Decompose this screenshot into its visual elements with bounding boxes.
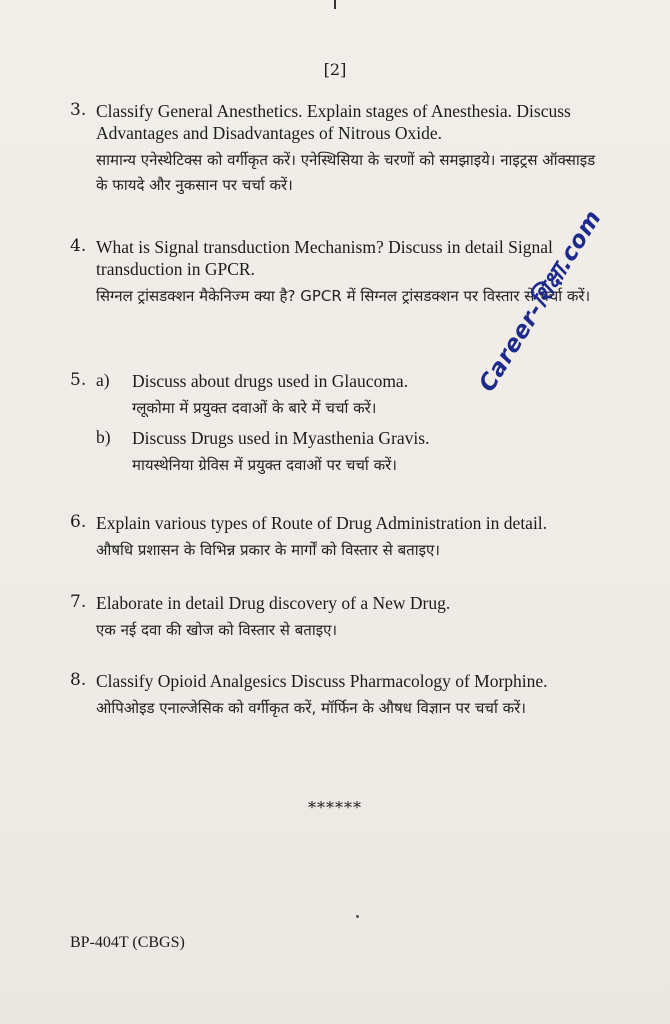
question-number: 3. [70,100,87,120]
question-hindi: मायस्थेनिया ग्रेविस में प्रयुक्त दवाओं पर चर्चा करें। [132,456,397,474]
top-edge-mark [334,0,336,9]
question-english: Discuss Drugs used in Myasthenia Gravis. [132,428,430,448]
question-hindi: सिग्नल ट्रांसडक्शन मैकेनिज्म क्या है? GPCR में सिग्नल ट्रांसडक्शन पर विस्तार से चर्चा करें। [96,287,591,305]
question-hindi: एक नई दवा की खोज को विस्तार से बताइए। [96,621,338,639]
question-hindi: ओपिओइड एनाल्जेसिक को वर्गीकृत करें, मॉर्फिन के औषध विज्ञान पर चर्चा करें। [96,699,526,717]
end-marker: ****** [308,798,362,817]
sub-question-label: a) [96,370,110,390]
question-hindi: ग्लूकोमा में प्रयुक्त दवाओं के बारे में चर्चा करें। [132,399,377,417]
question-english: Elaborate in detail Drug discovery of a New Drug. [96,593,451,613]
question-english: Classify General Anesthetics. Explain stages of Anesthesia. Discuss Advantages and Disadvantages of Nitrous Oxide. [96,101,571,143]
question-hindi: औषधि प्रशासन के विभिन्न प्रकार के मार्गों को विस्तार से बताइए। [96,541,440,559]
question-8 [70,670,630,721]
question-6 [70,512,630,563]
page-number: [2] [323,60,347,79]
question-5a [96,370,596,421]
question-english: Classify Opioid Analgesics Discuss Pharmacology of Morphine. [96,671,548,691]
question-number: 8. [70,670,87,690]
paper-code: BP-404T (CBGS) [70,934,185,951]
question-5b [96,427,596,478]
question-5 [70,370,630,478]
question-number: 6. [70,512,87,532]
question-english: Discuss about drugs used in Glaucoma. [132,371,409,391]
sub-question-label: b) [96,427,111,447]
question-hindi: सामान्य एनेस्थेटिक्स को वर्गीकृत करें। एनेस्थिसिया के चरणों को समझाइये। नाइट्रस ऑक्साइड के फायदे और नुकसान पर चर्चा करें। [96,151,596,194]
watermark-stamp: Career-शिक्षा.com [474,205,607,397]
question-3 [70,100,630,198]
question-english: What is Signal transduction Mechanism? Discuss in detail Signal transduction in GPCR. [96,237,553,279]
question-7 [70,592,630,643]
question-english: Explain various types of Route of Drug Administration in detail. [96,513,548,533]
stray-dot [356,915,359,918]
question-number: 5. [70,370,87,390]
question-number: 4. [70,236,87,256]
question-number: 7. [70,592,87,612]
